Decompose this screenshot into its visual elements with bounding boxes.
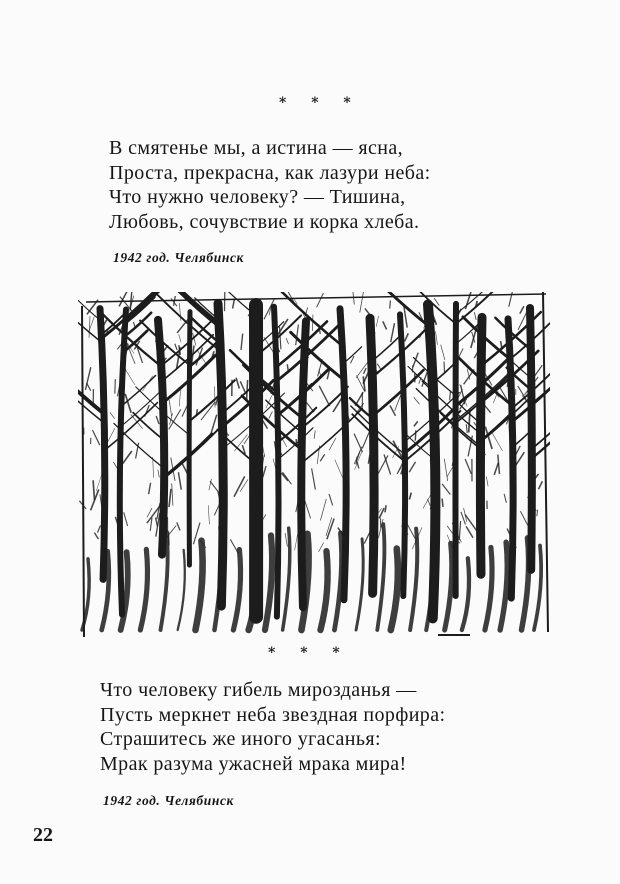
tree-trunk [428, 305, 435, 619]
twig-hatch [362, 431, 370, 449]
twig-hatch [240, 479, 248, 491]
twig-hatch [520, 511, 527, 525]
tree-trunk [189, 312, 190, 565]
ground-shadow-stroke [391, 549, 398, 630]
twig-hatch [415, 430, 416, 440]
frame-left-edge [82, 306, 84, 637]
twig-hatch [444, 362, 445, 374]
twig-hatch [377, 364, 381, 370]
twig-hatch [441, 345, 445, 360]
tree-branch [133, 413, 162, 439]
tree-branch [160, 335, 213, 383]
twig-hatch [442, 484, 450, 495]
twig-hatch [442, 499, 443, 507]
twig-hatch [247, 380, 248, 400]
ground-shadow-stroke [283, 528, 290, 630]
twig-hatch [296, 439, 297, 445]
ornament-asterisks-top: * * * [279, 95, 361, 111]
twig-hatch [282, 473, 289, 481]
twig-hatch [378, 455, 388, 473]
twig-hatch [149, 483, 151, 494]
twig-hatch [409, 462, 415, 472]
twig-hatch [240, 381, 246, 394]
twig-hatch [295, 534, 298, 551]
twig-hatch [329, 494, 333, 506]
twig-hatch [142, 376, 152, 391]
twig-hatch [312, 468, 316, 489]
twig-hatch [434, 298, 439, 305]
poem-1-line-2: Проста, прекрасна, как лазури неба: [109, 161, 431, 184]
twig-hatch [124, 512, 128, 526]
twig-hatch [320, 499, 326, 521]
ground-shadow-stroke [485, 547, 492, 630]
twig-hatch [123, 451, 132, 464]
twig-hatch [504, 494, 506, 503]
twig-hatch [94, 533, 98, 540]
tree-trunk [100, 309, 105, 580]
twig-hatch [147, 508, 152, 517]
frame-right-edge [543, 292, 548, 632]
twig-hatch [501, 341, 502, 347]
twig-hatch [177, 522, 180, 530]
twig-hatch [125, 394, 131, 413]
twig-hatch [498, 455, 500, 475]
tree-trunk [301, 321, 306, 607]
poem-1-line-1: В смятенье мы, а истина — ясна, [109, 137, 404, 159]
twig-hatch [390, 300, 391, 308]
twig-hatch [175, 344, 177, 350]
twig-hatch [317, 293, 324, 307]
twig-hatch [110, 412, 115, 418]
twig-hatch [241, 334, 243, 350]
ground-shadow-stroke [265, 535, 272, 630]
ground-shadow-stroke [195, 541, 202, 630]
twig-hatch [438, 416, 439, 433]
twig-hatch [178, 472, 181, 489]
twig-hatch [124, 367, 135, 385]
twig-hatch [385, 505, 386, 512]
twig-hatch [518, 386, 526, 400]
ground-shadow-stroke [140, 549, 147, 630]
twig-hatch [179, 334, 181, 342]
poem-1-line-4: Любовь, сочувствие и корка хлеба. [109, 210, 420, 233]
twig-hatch [156, 416, 159, 424]
twig-hatch [466, 424, 467, 433]
twig-hatch [305, 501, 311, 519]
twig-hatch [87, 383, 91, 391]
tree-branch [372, 370, 424, 416]
twig-hatch [413, 353, 418, 368]
twig-hatch [172, 483, 173, 505]
ornament-asterisks-middle: * * * [268, 645, 350, 661]
twig-hatch [233, 299, 235, 309]
ground-shadow-stroke [410, 529, 417, 630]
poem-2 [100, 678, 445, 776]
twig-hatch [383, 321, 387, 329]
twig-hatch [474, 312, 476, 320]
poem-1 [109, 136, 431, 234]
twig-hatch [169, 489, 171, 507]
twig-hatch [89, 316, 90, 338]
forest-illustration [78, 292, 550, 642]
twig-hatch [409, 493, 411, 500]
poem-2-line-4: Мрак разума ужасней мрака мира! [100, 752, 407, 775]
twig-hatch [314, 431, 315, 439]
twig-hatch [405, 333, 409, 341]
twig-hatch [444, 459, 447, 481]
twig-hatch [285, 533, 287, 547]
tree-branch [404, 432, 433, 458]
page-number: 22 [33, 824, 53, 846]
twig-hatch [319, 543, 324, 552]
twig-hatch [357, 462, 359, 468]
poem-1-dateline: 1942 год. Челябинск [113, 250, 244, 265]
twig-hatch [162, 535, 163, 548]
tree-trunk [530, 308, 532, 570]
twig-hatch [494, 463, 498, 475]
twig-hatch [266, 390, 275, 408]
twig-hatch [98, 525, 101, 532]
twig-hatch [319, 386, 330, 406]
twig-hatch [376, 316, 379, 327]
twig-hatch [169, 400, 171, 416]
twig-hatch [465, 459, 471, 474]
ground-shadow-stroke [178, 550, 185, 630]
poem-1-line-3: Что нужно человеку? — Тишина, [109, 186, 406, 208]
twig-hatch [379, 508, 384, 518]
ground-shadow-stroke [233, 550, 240, 630]
twig-hatch [209, 479, 212, 490]
poem-2-line-1: Что человеку гибель мирозданья — [100, 679, 417, 701]
twig-hatch [335, 460, 343, 479]
twig-hatch [450, 391, 451, 401]
twig-hatch [115, 379, 116, 394]
twig-hatch [320, 454, 325, 461]
twig-hatch [364, 368, 367, 374]
twig-hatch [428, 499, 431, 506]
twig-hatch [414, 421, 418, 426]
twig-hatch [391, 323, 395, 342]
twig-hatch [414, 397, 420, 404]
twig-hatch [158, 470, 159, 478]
poem-2-dateline: 1942 год. Челябинск [103, 793, 234, 808]
twig-hatch [119, 292, 130, 306]
twig-hatch [466, 526, 473, 537]
ground-shadow-stroke [377, 524, 384, 630]
twig-hatch [283, 472, 292, 484]
ground-shadow-stroke [462, 558, 469, 630]
twig-hatch [436, 331, 438, 345]
twig-hatch [492, 432, 503, 451]
twig-hatch [360, 292, 364, 313]
twig-hatch [179, 303, 181, 320]
twig-hatch [353, 292, 354, 305]
poem-2-line-2: Пусть меркнет неба звездная порфира: [100, 703, 446, 726]
twig-hatch [96, 474, 102, 491]
twig-hatch [263, 466, 266, 477]
ground-shadow-stroke [334, 533, 341, 630]
twig-hatch [539, 481, 543, 489]
twig-hatch [296, 325, 299, 346]
twig-hatch [236, 378, 239, 389]
ground-shadow-stroke [445, 543, 452, 630]
ground-shadow-stroke [320, 551, 327, 630]
twig-hatch [93, 480, 94, 500]
poem-2-line-3: Страшитесь же иного угасанья: [100, 728, 381, 750]
twig-hatch [208, 505, 209, 524]
ground-shadow-stroke [356, 539, 363, 630]
twig-hatch [93, 430, 100, 445]
twig-hatch [537, 510, 538, 517]
twig-hatch [520, 306, 524, 313]
twig-hatch [286, 338, 288, 344]
ground-shadow-stroke [500, 542, 507, 630]
twig-hatch [269, 411, 273, 418]
twig-hatch [486, 477, 488, 487]
twig-hatch [230, 539, 238, 553]
